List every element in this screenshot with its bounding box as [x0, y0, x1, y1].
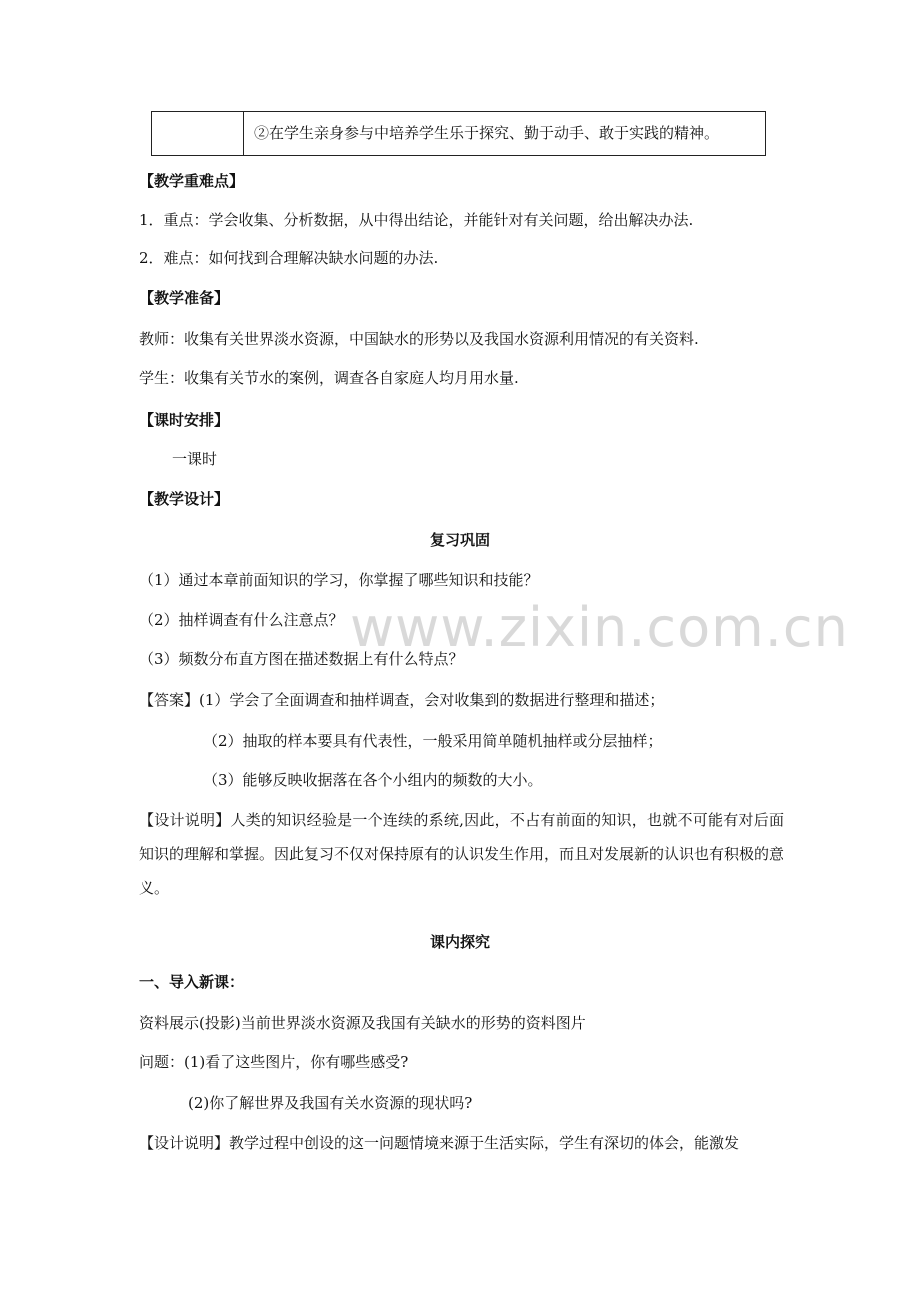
review-question: （1）通过本章前面知识的学习，你掌握了哪些知识和技能？ [139, 571, 539, 589]
heading-key-points: 【教学重难点】 [139, 172, 245, 190]
inquiry-question: 问题：(1)看了这些图片，你有哪些感受? [139, 1053, 409, 1071]
review-design-note: 【设计说明】人类的知识经验是一个连续的系统,因此，不占有前面的知识，也就不可能有对后面知识的理解和掌握。因此复习不仅对保持原有的认识发生作用，而且对发展新的认识也有积极的意义。 [139, 811, 785, 897]
inquiry-design-note: 【设计说明】教学过程中创设的这一问题情境来源于生活实际，学生有深切的体会，能激发 [139, 1134, 740, 1152]
heading-preparation: 【教学准备】 [139, 289, 230, 307]
review-answer: 【答案】(1）学会了全面调查和抽样调查，会对收集到的数据进行整理和描述； [139, 691, 665, 709]
review-answer: （2）抽取的样本要具有代表性，一般采用简单随机抽样或分层抽样； [203, 732, 663, 750]
key-point-item: 2．难点：如何找到合理解决缺水问题的办法. [139, 249, 439, 267]
review-question: （3）频数分布直方图在描述数据上有什么特点？ [139, 650, 464, 668]
heading-schedule: 【课时安排】 [139, 411, 230, 429]
objectives-table [151, 111, 766, 156]
table-cell-objective: ②在学生亲身参与中培养学生乐于探究、勤于动手、敢于实践的精神。 [254, 124, 720, 142]
review-answer: （3）能够反映收据落在各个小组内的频数的大小。 [203, 771, 543, 789]
watermark: www.zixin.com.cn [350, 596, 849, 659]
heading-design: 【教学设计】 [139, 490, 230, 508]
review-question: （2）抽样调查有什么注意点？ [139, 611, 344, 629]
key-point-item: 1．重点：学会收集、分析数据，从中得出结论，并能针对有关问题，给出解决办法. [139, 211, 694, 229]
inquiry-title: 课内探究 [429, 933, 490, 951]
schedule-value: 一课时 [172, 450, 218, 468]
prep-teacher: 教师：收集有关世界淡水资源，中国缺水的形势以及我国水资源利用情况的有关资料. [139, 330, 699, 348]
table-divider [243, 112, 244, 155]
inquiry-question: (2)你了解世界及我国有关水资源的现状吗? [188, 1094, 473, 1112]
inquiry-subheading: 一、导入新课： [139, 973, 245, 991]
review-title: 复习巩固 [429, 531, 490, 549]
prep-student: 学生：收集有关节水的案例，调查各自家庭人均月用水量. [139, 369, 519, 387]
inquiry-material: 资料展示(投影)当前世界淡水资源及我国有关缺水的形势的资料图片 [139, 1014, 586, 1032]
